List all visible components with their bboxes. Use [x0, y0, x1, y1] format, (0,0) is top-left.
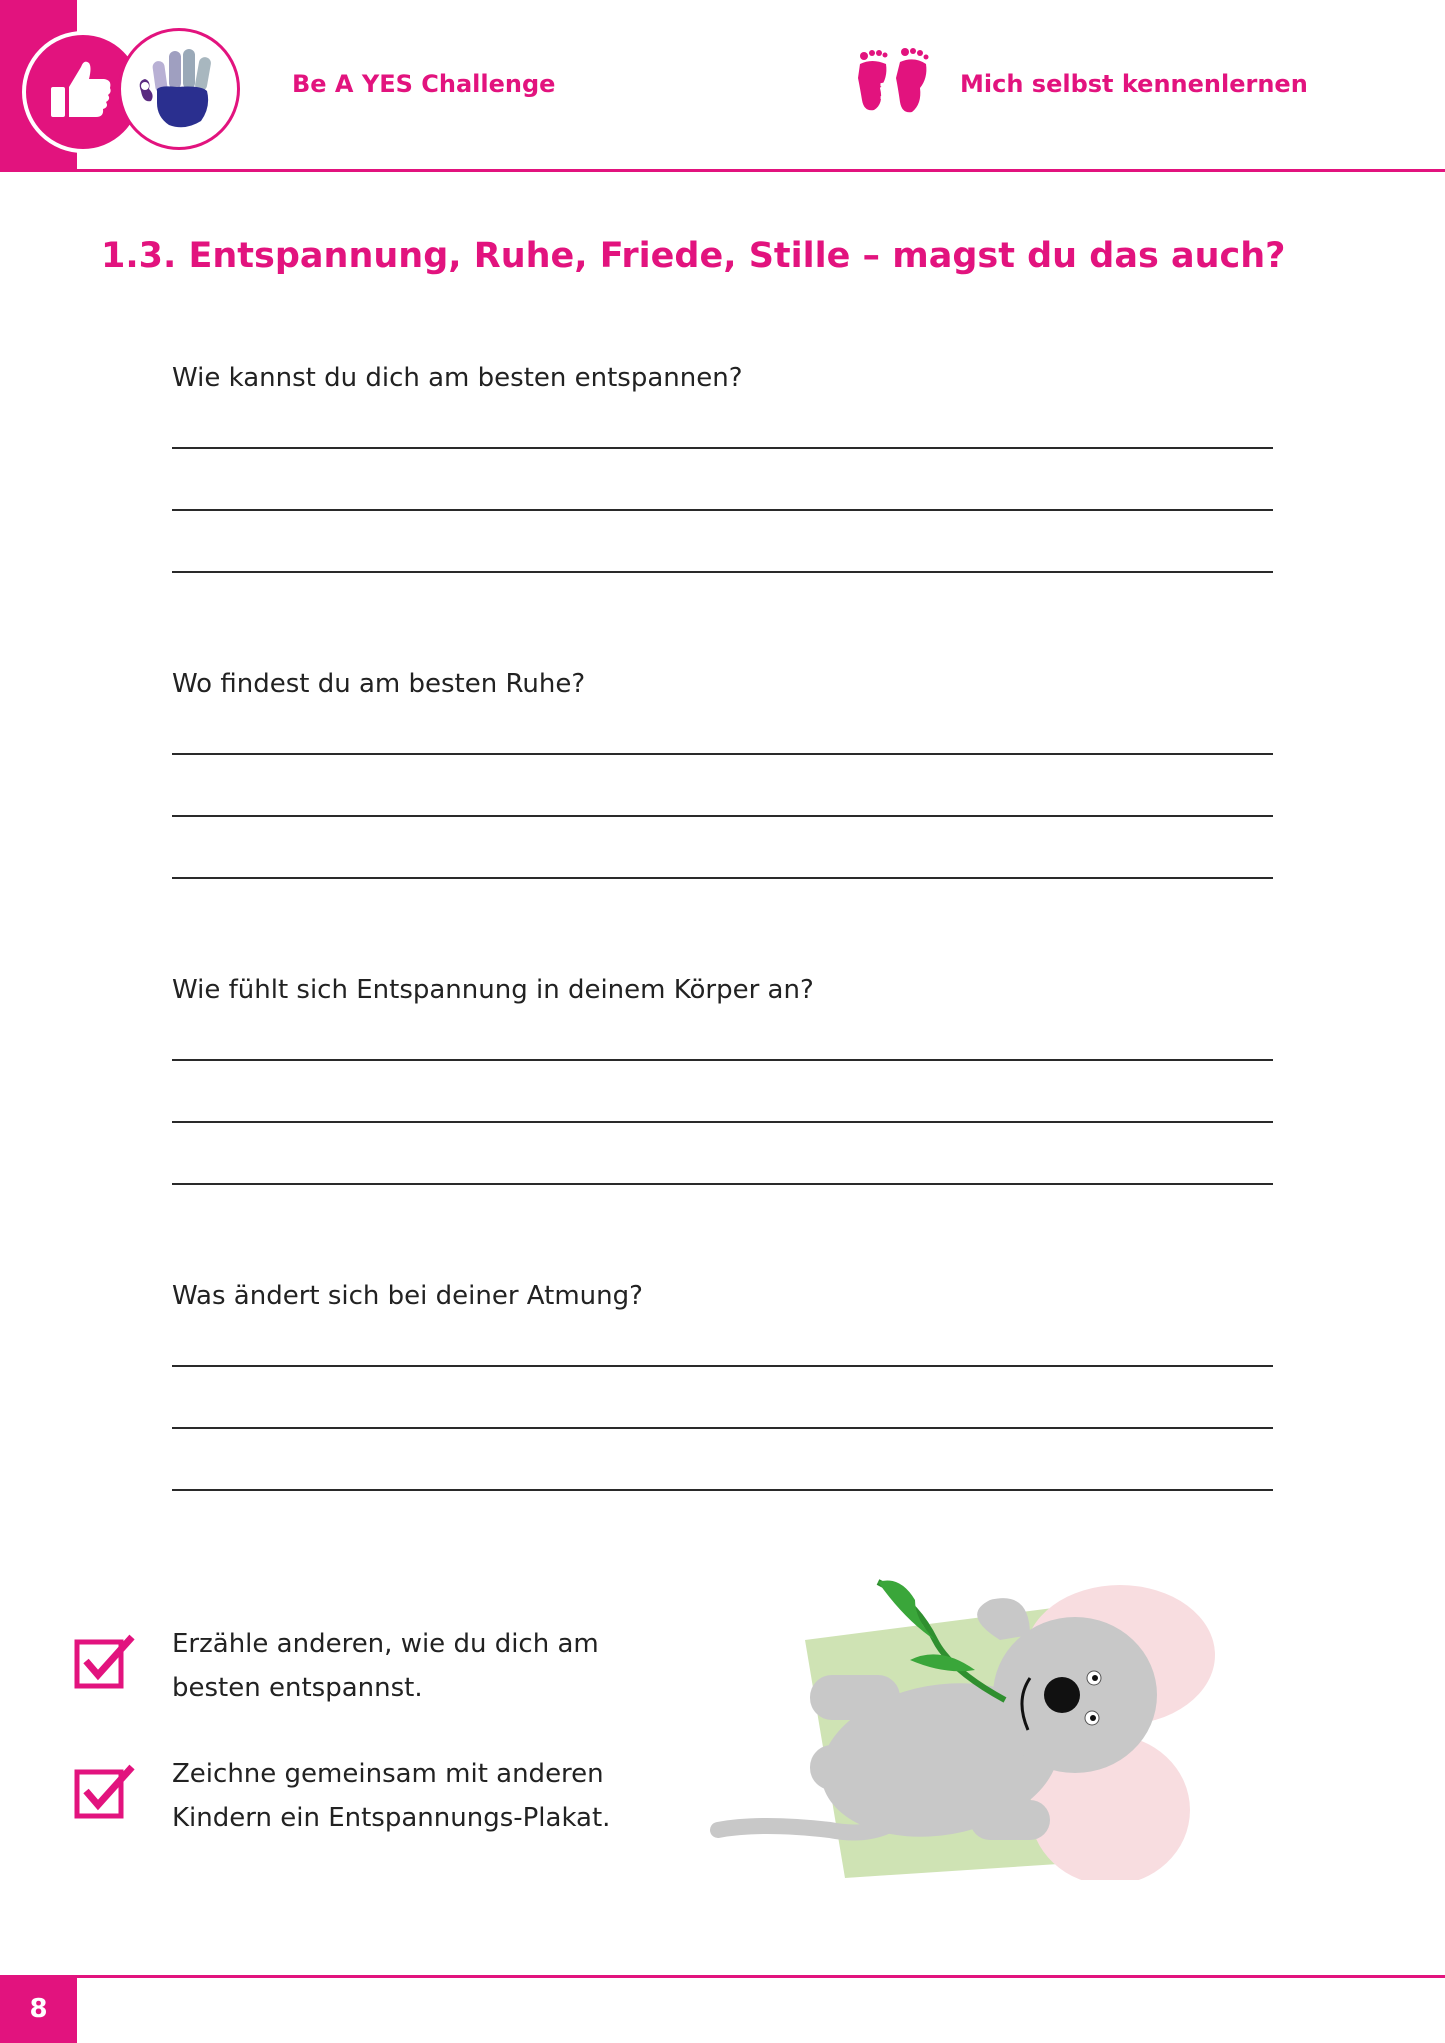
answer-line: [172, 1427, 1273, 1429]
answer-line: [172, 509, 1273, 511]
task-1-line-1: Erzähle anderen, wie du dich am: [172, 1629, 599, 1659]
question-4: Was ändert sich bei deiner Atmung?: [172, 1281, 643, 1311]
task-1: [172, 1622, 692, 1710]
footer-divider: [0, 1975, 1445, 1978]
page-number: 8: [0, 1975, 77, 2043]
handprint-icon: [121, 31, 237, 147]
answer-line: [172, 815, 1273, 817]
answer-line: [172, 1183, 1273, 1185]
task-2-line-1: Zeichne gemeinsam mit anderen: [172, 1759, 604, 1789]
task-1-line-2: besten entspannst.: [172, 1673, 423, 1703]
mouse-nose: [1044, 1677, 1080, 1713]
answer-line: [172, 1059, 1273, 1061]
mouse-leg-bottom: [810, 1745, 900, 1790]
answer-line: [172, 1121, 1273, 1123]
checkbox-checked-icon: [74, 1633, 136, 1689]
question-1: Wie kannst du dich am besten entspannen?: [172, 363, 743, 393]
answer-line: [172, 571, 1273, 573]
question-3: Wie fühlt sich Entspannung in deinem Körper an?: [172, 975, 814, 1005]
handprint-logo: [118, 28, 240, 150]
answer-line: [172, 447, 1273, 449]
task-2: [172, 1752, 692, 1840]
step-number-badge: 1: [878, 80, 894, 105]
answer-line: [172, 1489, 1273, 1491]
answer-line: [172, 877, 1273, 879]
question-2: Wo findest du am besten Ruhe?: [172, 669, 586, 699]
resting-mouse-illustration: [700, 1560, 1220, 1880]
section-title: Mich selbst kennenlernen: [960, 70, 1308, 98]
checkbox-checked-icon: [74, 1763, 136, 1819]
header-divider: [0, 169, 1445, 172]
challenge-title: Be A YES Challenge: [292, 70, 556, 98]
mouse-leg-top: [810, 1675, 900, 1720]
page-title: 1.3. Entspannung, Ruhe, Friede, Stille – magst du das auch?: [101, 236, 1286, 276]
answer-line: [172, 753, 1273, 755]
answer-line: [172, 1365, 1273, 1367]
task-2-line-2: Kindern ein Entspannungs-Plakat.: [172, 1803, 611, 1833]
mouse-arm-down: [970, 1800, 1050, 1840]
